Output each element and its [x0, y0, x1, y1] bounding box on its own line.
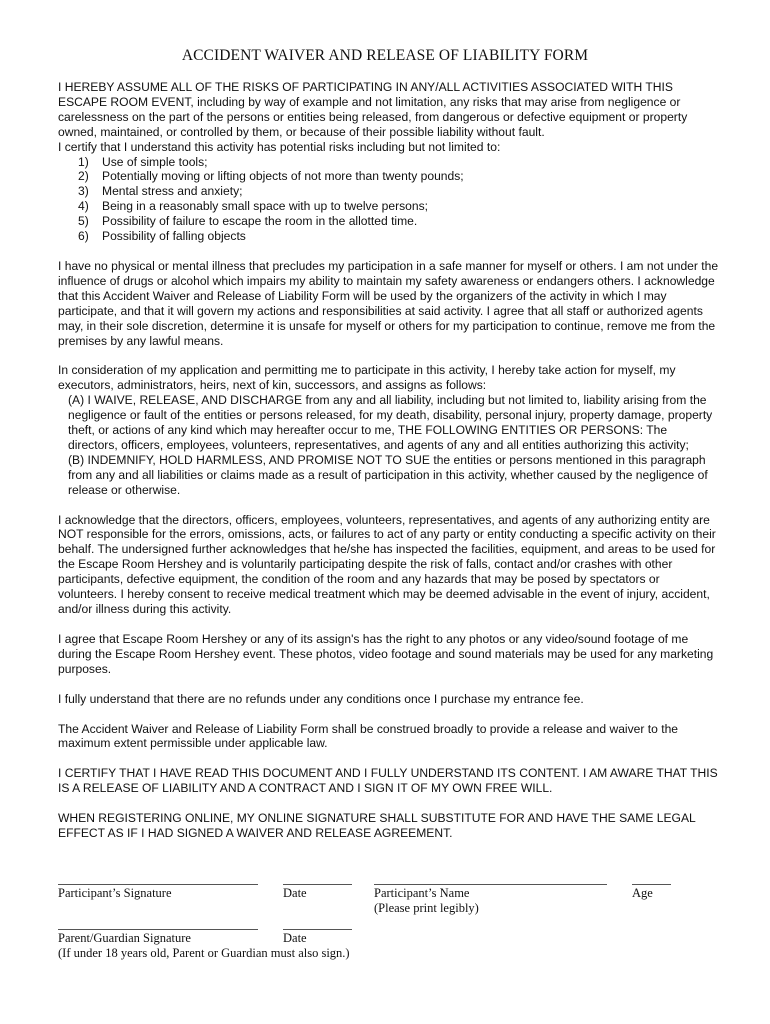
- risk-item: [78, 169, 720, 184]
- waiver-clause-a: (A) I WAIVE, RELEASE, AND DISCHARGE from any and all liability, including but not limited to, liability arising from the negligence or fault of the entities or persons released, for my death, disability, personal injury, property damage, property theft, or actions of any kind which may hereafter occur to me, THE FOLLOWING ENTITIES OR PERSONS: The directors, officers, employees, volunteers, representatives, and agents of any and all entities authorizing this activity;: [68, 393, 713, 452]
- risk-item: [78, 199, 720, 214]
- guardian-signature-label: Parent/Guardian Signature: [58, 931, 191, 945]
- print-legibly-note: (Please print legibly): [374, 901, 479, 915]
- date-line[interactable]: [283, 884, 352, 885]
- risk-text: Use of simple tools;: [102, 154, 208, 169]
- risk-number: 2): [78, 169, 89, 184]
- risk-number: 4): [78, 199, 89, 214]
- indemnify-clause-b: (B) INDEMNIFY, HOLD HARMLESS, AND PROMISE NOT TO SUE the entities or persons mentioned in this paragraph from any and all liabilities or claims made as a result of participation in this activity, whether caused by the negligence of release or otherwise.: [68, 452, 708, 497]
- risk-item: [78, 154, 720, 170]
- risk-item: [78, 229, 720, 244]
- responsibility-paragraph: I acknowledge that the directors, officers, employees, volunteers, representatives, and agents of any authorizing entity are NOT responsible for the errors, omissions, acts, or failures to act of any party or entity conducting a specific activity on their behalf. The undersigned further acknowledges that he/she has inspected the facilities, equipment, and areas to be used for the Escape Room Hershey and is voluntarily participating despite the risk of falls, contact and/or crashes with other participants, defective equipment, the condition of the room and any hazards that may be posed by spectators or volunteers. I hereby consent to receive medical treatment which may be deemed advisable in the event of injury, accident, and/or illness during this activity.: [58, 512, 716, 616]
- form-body: [58, 80, 720, 841]
- risk-text: Possibility of falling objects: [102, 229, 246, 244]
- media-release-paragraph: I agree that Escape Room Hershey or any of its assign's has the right to any photos or any video/sound footage of me during the Escape Room Hershey event. These photos, video footage and sound materials may be used for any marketing purposes.: [58, 631, 714, 676]
- consideration-paragraph: In consideration of my application and permitting me to participate in this activity, I hereby take action for myself, my executors, administrators, heirs, next of kin, successors, and assigns as follows:: [58, 363, 676, 393]
- participant-signature-line[interactable]: [58, 884, 258, 885]
- guardian-date-label: Date: [283, 931, 307, 945]
- risk-text: Mental stress and anxiety;: [102, 184, 243, 199]
- age-line[interactable]: [632, 884, 671, 885]
- risk-item: [78, 214, 720, 229]
- risk-text: Possibility of failure to escape the room in the allotted time.: [102, 214, 418, 229]
- risk-number: 1): [78, 154, 89, 169]
- health-acknowledgement-paragraph: I have no physical or mental illness that precludes my participation in a safe manner for myself or others. I am not under the influence of drugs or alcohol which impairs my ability to maintain my safety awareness or endangers others. I acknowledge that this Accident Waiver and Release of Liability Form will be used by the organizers of the activity in which I may participate, and that it will govern my actions and responsibilities at said activity. I agree that all staff or authorized agents may, in their sole discretion, determine it is unsafe for myself or others for my participation to continue, remove me from the premises by any lawful means.: [58, 258, 719, 348]
- risk-text: Potentially moving or lifting objects of not more than twenty pounds;: [102, 169, 464, 184]
- certify-intro: I certify that I understand this activity has potential risks including but not limited to:: [58, 139, 501, 154]
- risk-list: [58, 155, 720, 244]
- refund-paragraph: I fully understand that there are no refunds under any conditions once I purchase my entrance fee.: [58, 691, 584, 706]
- construction-paragraph: The Accident Waiver and Release of Liability Form shall be construed broadly to provide a release and waiver to the maximum extent permissible under applicable law.: [58, 721, 679, 751]
- assume-risk-paragraph: I HEREBY ASSUME ALL OF THE RISKS OF PARTICIPATING IN ANY/ALL ACTIVITIES ASSOCIATED WITH THIS ESCAPE ROOM EVENT, including by way of example and not limitation, any risks that may arise from negligence or carelessness on the part of the persons or entities being released, from dangerous or defective equipment or property owned, maintained, or controlled by them, or because of their possible liability without fault.: [58, 80, 688, 139]
- participant-name-label: Participant’s Name: [374, 886, 470, 900]
- certification-paragraph: I CERTIFY THAT I HAVE READ THIS DOCUMENT AND I FULLY UNDERSTAND ITS CONTENT. I AM AWARE THAT THIS IS A RELEASE OF LIABILITY AND A CONTRACT AND I SIGN IT OF MY OWN FREE WILL.: [58, 766, 718, 796]
- date-label: Date: [283, 886, 307, 900]
- guardian-note: (If under 18 years old, Parent or Guardian must also sign.): [58, 946, 350, 960]
- participant-name-line[interactable]: [374, 884, 607, 885]
- age-label: Age: [632, 886, 653, 900]
- guardian-signature-line[interactable]: [58, 929, 258, 930]
- online-signature-paragraph: WHEN REGISTERING ONLINE, MY ONLINE SIGNATURE SHALL SUBSTITUTE FOR AND HAVE THE SAME LEGAL EFFECT AS IF I HAD SIGNED A WAIVER AND RELEASE AGREEMENT.: [58, 811, 696, 841]
- guardian-date-line[interactable]: [283, 929, 352, 930]
- risk-text: Being in a reasonably small space with up to twelve persons;: [102, 199, 429, 214]
- risk-number: 3): [78, 184, 89, 199]
- participant-signature-label: Participant’s Signature: [58, 886, 172, 900]
- risk-number: 5): [78, 214, 89, 229]
- risk-number: 6): [78, 229, 89, 244]
- risk-item: [78, 184, 720, 199]
- form-title: ACCIDENT WAIVER AND RELEASE OF LIABILITY FORM: [181, 47, 589, 64]
